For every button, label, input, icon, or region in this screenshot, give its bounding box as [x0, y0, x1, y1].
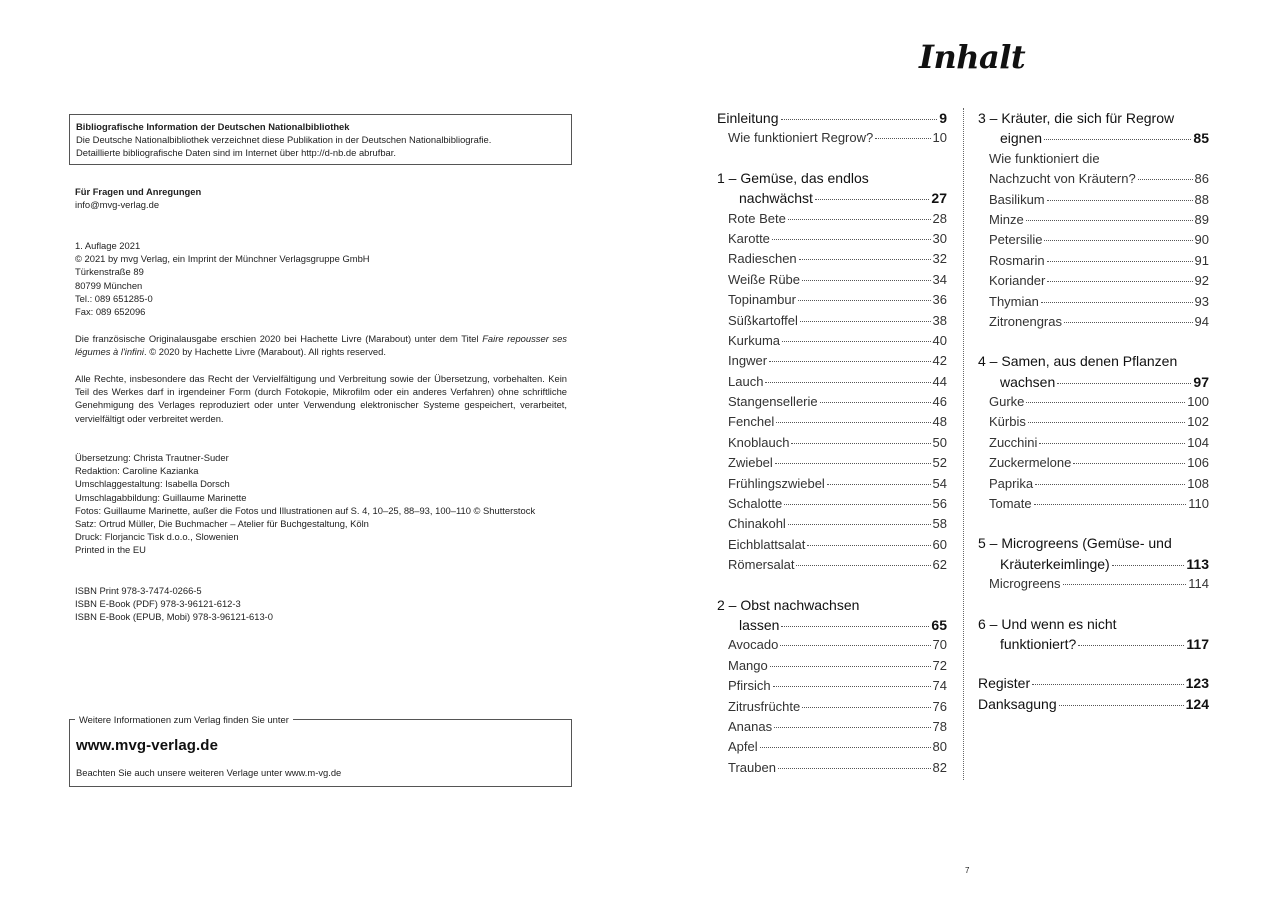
dot-leader — [815, 199, 929, 200]
toc-entry[interactable] — [978, 251, 1209, 271]
toc-page-number: 82 — [932, 759, 947, 775]
toc-chapter-entry[interactable] — [978, 614, 1209, 634]
toc-page-number: 108 — [1187, 475, 1209, 491]
dot-leader — [875, 138, 930, 139]
toc-chapter-entry[interactable] — [978, 673, 1209, 693]
toc-entry-label: wachsen — [1000, 373, 1056, 390]
toc-entry[interactable] — [717, 311, 947, 331]
dot-leader — [1026, 402, 1185, 403]
edition: 1. Auflage 2021 — [75, 240, 141, 251]
toc-spacer — [978, 654, 1209, 673]
toc-entry[interactable] — [978, 312, 1209, 332]
toc-page-number: 110 — [1188, 496, 1209, 512]
toc-entry-label: Mango — [728, 657, 768, 673]
toc-entry[interactable] — [717, 535, 947, 555]
toc-entry-label: Pfirsich — [728, 678, 771, 694]
dot-leader — [1059, 705, 1184, 706]
contents-page — [640, 0, 1280, 903]
dot-leader — [1044, 240, 1192, 241]
toc-entry[interactable] — [717, 635, 947, 655]
toc-page-number: 113 — [1186, 555, 1209, 572]
toc-entry-label: Microgreens — [989, 576, 1061, 592]
dot-leader — [1057, 383, 1191, 384]
toc-chapter-entry[interactable] — [978, 128, 1209, 148]
toc-entry-label: Römersalat — [728, 557, 795, 573]
original-edition-note — [75, 332, 567, 358]
toc-page-number: 10 — [932, 130, 947, 146]
toc-entry[interactable] — [717, 717, 947, 737]
dot-leader — [772, 239, 931, 240]
toc-entry[interactable] — [978, 190, 1209, 210]
toc-spacer — [717, 576, 947, 595]
dot-leader — [788, 524, 931, 525]
toc-page-number: 56 — [932, 496, 947, 512]
dot-leader — [827, 484, 931, 485]
toc-spacer — [978, 514, 1209, 533]
toc-page-number: 44 — [932, 373, 947, 389]
toc-chapter-entry[interactable] — [978, 108, 1209, 128]
toc-page-number: 92 — [1194, 273, 1209, 289]
credit-line: Druck: Florjancic Tisk d.o.o., Slowenien — [75, 531, 239, 543]
toc-entry-label: Zucchini — [989, 434, 1038, 450]
toc-page-number: 88 — [1194, 191, 1209, 207]
toc-entry-label: Karotte — [728, 230, 770, 246]
toc-entry[interactable] — [717, 555, 947, 575]
toc-column-right — [978, 108, 1209, 714]
toc-entry[interactable] — [978, 392, 1209, 412]
dot-leader — [1047, 261, 1193, 262]
dot-leader — [1078, 645, 1184, 646]
original-text-a: Die französische Originalausgabe erschien 2020 bei Hachette Livre (Marabout) unter dem Titel — [75, 333, 483, 344]
toc-page-number: 54 — [932, 475, 947, 491]
toc-page-number: 76 — [932, 698, 947, 714]
toc-page-number: 80 — [932, 739, 947, 755]
toc-entry-label: Trauben — [728, 759, 776, 775]
toc-entry[interactable] — [717, 758, 947, 778]
toc-page-number: 36 — [932, 292, 947, 308]
toc-entry-label: Zuckermelone — [989, 455, 1072, 471]
toc-page-number: 90 — [1194, 232, 1209, 248]
dot-leader — [1041, 302, 1193, 303]
toc-page-number: 42 — [932, 353, 947, 369]
toc-entry-label: Süßkartoffel — [728, 312, 798, 328]
toc-column-left — [717, 108, 947, 778]
publisher-url[interactable]: www.mvg-verlag.de — [76, 737, 219, 754]
toc-entry-label: Rote Bete — [728, 210, 786, 226]
fax: Fax: 089 652096 — [75, 306, 146, 318]
credit-line: Printed in the EU — [75, 544, 146, 556]
credit-line: Umschlaggestaltung: Isabella Dorsch — [75, 478, 230, 490]
dot-leader — [1112, 565, 1185, 566]
toc-page-number: 65 — [931, 616, 947, 633]
toc-spacer — [978, 332, 1209, 351]
toc-entry[interactable] — [978, 210, 1209, 230]
toc-entry-label: Eichblattsalat — [728, 536, 806, 552]
dot-leader — [802, 280, 931, 281]
toc-entry-label: Paprika — [989, 475, 1034, 491]
toc-entry-label: Register — [978, 675, 1031, 692]
toc-page-number: 106 — [1187, 455, 1209, 471]
copyright: © 2021 by mvg Verlag, ein Imprint der Münchner Verlagsgruppe GmbH — [75, 253, 370, 265]
toc-entry-label: Frühlingszwiebel — [728, 475, 825, 491]
toc-entry[interactable] — [717, 229, 947, 249]
publisher-address-block — [75, 239, 567, 318]
toc-entry[interactable] — [717, 514, 947, 534]
credits-block — [75, 451, 567, 557]
credit-line: Übersetzung: Christa Trautner-Suder — [75, 452, 229, 463]
isbn-block — [75, 584, 567, 624]
toc-spacer — [717, 149, 947, 168]
toc-page-number: 38 — [932, 312, 947, 328]
toc-entry-label: Danksagung — [978, 695, 1057, 712]
credit-line: Fotos: Guillaume Marinette, außer die Fotos und Illustrationen auf S. 4, 10–25, 88–93, 100–110 © Shutterstock — [75, 504, 536, 516]
toc-spacer — [978, 595, 1209, 614]
toc-entry-label: Gurke — [989, 394, 1025, 410]
toc-page-number: 52 — [932, 455, 947, 471]
dotted-divider — [963, 108, 964, 780]
dot-leader — [1035, 484, 1185, 485]
toc-entry[interactable] — [978, 149, 1209, 169]
original-text-b: . © 2020 by Hachette Livre (Marabout). All rights reserved. — [144, 346, 386, 358]
toc-entry[interactable] — [717, 453, 947, 473]
toc-chapter-entry[interactable] — [978, 533, 1209, 553]
dot-leader — [820, 402, 931, 403]
dot-leader — [802, 707, 930, 708]
toc-entry-label: Wie funktioniert die — [989, 150, 1100, 166]
toc-entry[interactable] — [717, 372, 947, 392]
dot-leader — [1073, 463, 1185, 464]
toc-page-number: 102 — [1187, 414, 1209, 430]
promo-note: Beachten Sie auch unsere weiteren Verlage unter www.m-vg.de — [76, 767, 342, 778]
toc-entry[interactable] — [717, 351, 947, 371]
toc-page-number: 85 — [1193, 130, 1209, 147]
toc-chapter-entry[interactable] — [978, 634, 1209, 654]
toc-page-number: 86 — [1194, 171, 1209, 187]
dot-leader — [775, 463, 931, 464]
toc-chapter-entry[interactable] — [978, 372, 1209, 392]
contents-title: Inhalt — [919, 38, 1026, 76]
toc-entry-label: 3 – Kräuter, die sich für Regrow — [978, 110, 1175, 126]
toc-entry-label: 2 – Obst nachwachsen — [717, 596, 860, 613]
dot-leader — [799, 259, 931, 260]
dot-leader — [1032, 684, 1184, 685]
toc-page-number: 28 — [932, 210, 947, 226]
toc-entry-label: 1 – Gemüse, das endlos — [717, 169, 869, 186]
dot-leader — [781, 626, 929, 627]
toc-entry[interactable] — [978, 474, 1209, 494]
toc-entry[interactable] — [717, 656, 947, 676]
publisher-info-box — [69, 714, 572, 787]
toc-page-number: 46 — [932, 394, 947, 410]
toc-page-number: 32 — [932, 251, 947, 267]
toc-entry-label: Basilikum — [989, 191, 1045, 207]
dot-leader — [778, 768, 931, 769]
toc-chapter-entry[interactable] — [717, 108, 947, 128]
dot-leader — [781, 119, 938, 120]
toc-page-number: 104 — [1187, 434, 1209, 450]
toc-entry[interactable] — [978, 412, 1209, 432]
toc-page-number: 72 — [932, 657, 947, 673]
toc-entry-label: Ananas — [728, 718, 773, 734]
dot-leader — [788, 219, 931, 220]
toc-entry[interactable] — [978, 574, 1209, 594]
toc-page-number: 74 — [932, 678, 947, 694]
credit-line: Umschlagabbildung: Guillaume Marinette — [75, 491, 247, 503]
toc-entry[interactable] — [978, 292, 1209, 312]
isbn-line: ISBN Print 978-3-7474-0266-5 — [75, 585, 202, 596]
toc-page-number: 97 — [1193, 373, 1209, 390]
toc-entry[interactable] — [717, 494, 947, 514]
toc-entry-label: Tomate — [989, 496, 1032, 512]
toc-page-number: 100 — [1187, 394, 1209, 410]
page-number: 7 — [965, 866, 970, 875]
dot-leader — [782, 341, 931, 342]
original-title: Faire repousser ses légumes à l'infini — [75, 333, 567, 358]
bibliographic-info-box — [69, 114, 572, 165]
contact-email: info@mvg-verlag.de — [75, 199, 160, 211]
dot-leader — [1064, 322, 1193, 323]
dot-leader — [796, 565, 930, 566]
toc-entry[interactable] — [978, 169, 1209, 189]
toc-chapter-entry[interactable] — [978, 694, 1209, 714]
toc-page-number: 91 — [1194, 252, 1209, 268]
biblio-line: Detaillierte bibliografische Daten sind im Internet über http://d-nb.de abrufbar. — [76, 147, 396, 158]
toc-page-number: 48 — [932, 414, 947, 430]
toc-page-number: 30 — [932, 230, 947, 246]
toc-entry-label: Chinakohl — [728, 516, 786, 532]
toc-entry-label: Zwiebel — [728, 455, 773, 471]
toc-entry-label: 4 – Samen, aus denen Pflanzen — [978, 353, 1178, 370]
toc-entry[interactable] — [978, 433, 1209, 453]
dot-leader — [1047, 200, 1193, 201]
toc-entry-label: Kräuterkeimlinge) — [1000, 555, 1110, 572]
toc-page-number: 70 — [932, 637, 947, 653]
rights-notice: Alle Rechte, insbesondere das Recht der Vervielfältigung und Verbreitung sowie der Übersetzung, vorbehalten. Kein Teil des Werkes darf in irgendeiner Form (durch Fotokopie, Mikrofilm oder ein anderes Verfahren) ohne schriftliche Genehmigung des Verlages reproduziert oder unter Verwendung elektronischer Systeme gespeichert, verarbeitet, vervielfältigt oder verbreitet werden. — [75, 373, 567, 424]
toc-entry-label: Stangensellerie — [728, 394, 818, 410]
toc-entry-label: eignen — [1000, 130, 1043, 147]
toc-page-number: 114 — [1188, 576, 1209, 592]
dot-leader — [1026, 220, 1193, 221]
toc-entry[interactable] — [717, 737, 947, 757]
dot-leader — [1028, 422, 1185, 423]
dot-leader — [807, 545, 930, 546]
toc-entry-label: Topinambur — [728, 292, 796, 308]
toc-entry-label: funktioniert? — [1000, 635, 1077, 652]
toc-page-number: 34 — [932, 271, 947, 287]
toc-entry-label: Thymian — [989, 293, 1039, 309]
toc-entry[interactable] — [978, 230, 1209, 250]
dot-leader — [780, 645, 930, 646]
toc-entry[interactable] — [717, 697, 947, 717]
toc-entry[interactable] — [717, 209, 947, 229]
toc-page-number: 89 — [1194, 211, 1209, 227]
toc-page-number: 9 — [939, 110, 947, 126]
toc-page-number: 58 — [932, 516, 947, 532]
toc-entry-label: Zitronengras — [989, 313, 1062, 329]
toc-entry[interactable] — [717, 290, 947, 310]
dot-leader — [798, 300, 931, 301]
toc-page-number: 94 — [1194, 313, 1209, 329]
toc-page-number: 62 — [932, 557, 947, 573]
toc-entry-label: Rosmarin — [989, 252, 1045, 268]
dot-leader — [774, 727, 930, 728]
toc-entry-label: Apfel — [728, 739, 758, 755]
toc-page-number: 27 — [931, 190, 947, 207]
toc-chapter-entry[interactable] — [978, 351, 1209, 371]
dot-leader — [769, 361, 931, 362]
toc-entry-label: 6 – Und wenn es nicht — [978, 615, 1117, 632]
telephone: Tel.: 089 651285-0 — [75, 292, 153, 304]
toc-entry-label: Lauch — [728, 373, 764, 389]
toc-entry[interactable] — [978, 494, 1209, 514]
toc-chapter-entry[interactable] — [717, 615, 947, 635]
toc-entry-label: 5 – Microgreens (Gemüse- und — [978, 535, 1172, 552]
toc-page-number: 117 — [1186, 635, 1209, 652]
toc-entry[interactable] — [717, 128, 947, 148]
toc-entry[interactable] — [978, 453, 1209, 473]
toc-entry-label: Nachzucht von Kräutern? — [989, 171, 1136, 187]
toc-page-number: 40 — [932, 332, 947, 348]
dot-leader — [765, 382, 930, 383]
dot-leader — [1138, 179, 1193, 180]
toc-entry-label: Kurkuma — [728, 332, 781, 348]
toc-entry-label: lassen — [739, 616, 780, 633]
toc-entry-label: Zitrusfrüchte — [728, 698, 801, 714]
toc-entry-label: Koriander — [989, 273, 1046, 289]
isbn-line: ISBN E-Book (EPUB, Mobi) 978-3-96121-613-0 — [75, 611, 274, 623]
dot-leader — [1039, 443, 1185, 444]
toc-page-number: 123 — [1185, 675, 1209, 692]
toc-entry-label: Fenchel — [728, 414, 775, 430]
credit-line: Redaktion: Caroline Kazianka — [75, 465, 199, 477]
toc-entry[interactable] — [717, 392, 947, 412]
dot-leader — [760, 747, 931, 748]
toc-chapter-entry[interactable] — [717, 188, 947, 208]
toc-chapter-entry[interactable] — [978, 554, 1209, 574]
dot-leader — [800, 321, 931, 322]
toc-entry[interactable] — [717, 249, 947, 269]
toc-entry-label: Weiße Rübe — [728, 271, 801, 287]
toc-page-number: 78 — [932, 718, 947, 734]
street: Türkenstraße 89 — [75, 266, 144, 278]
toc-entry-label: Ingwer — [728, 353, 768, 369]
isbn-line: ISBN E-Book (PDF) 978-3-96121-612-3 — [75, 598, 241, 610]
toc-entry[interactable] — [717, 676, 947, 696]
toc-entry-label: nachwächst — [739, 190, 813, 207]
toc-page-number: 50 — [932, 434, 947, 450]
toc-entry-label: Radieschen — [728, 251, 797, 267]
toc-entry[interactable] — [717, 412, 947, 432]
toc-entry-label: Wie funktioniert Regrow? — [728, 130, 874, 146]
toc-entry[interactable] — [978, 271, 1209, 291]
toc-entry[interactable] — [717, 433, 947, 453]
dot-leader — [1047, 281, 1192, 282]
dot-leader — [791, 443, 930, 444]
promo-legend: Weitere Informationen zum Verlag finden Sie unter — [75, 713, 293, 726]
dot-leader — [1063, 584, 1187, 585]
toc-entry-label: Kürbis — [989, 414, 1026, 430]
toc-entry[interactable] — [717, 331, 947, 351]
toc-entry-label: Knoblauch — [728, 434, 790, 450]
toc-entry[interactable] — [717, 474, 947, 494]
toc-page-number: 93 — [1194, 293, 1209, 309]
contact-heading: Für Fragen und Anregungen — [75, 186, 202, 197]
dot-leader — [776, 422, 930, 423]
toc-entry-label: Avocado — [728, 637, 779, 653]
toc-entry-label: Minze — [989, 211, 1024, 227]
credit-line: Satz: Ortrud Müller, Die Buchmacher – Atelier für Buchgestaltung, Köln — [75, 518, 369, 530]
biblio-line: Die Deutsche Nationalbibliothek verzeichnet diese Publikation in der Deutschen Nationalbibliografie. — [76, 134, 492, 145]
dot-leader — [773, 686, 931, 687]
toc-page-number: 60 — [932, 536, 947, 552]
toc-entry-label: Einleitung — [717, 110, 779, 126]
contact-block — [75, 185, 567, 211]
toc-chapter-entry[interactable] — [717, 595, 947, 615]
dot-leader — [1034, 504, 1187, 505]
dot-leader — [784, 504, 930, 505]
dot-leader — [1044, 139, 1191, 140]
city: 80799 München — [75, 279, 143, 291]
toc-entry-label: Petersilie — [989, 232, 1043, 248]
toc-chapter-entry[interactable] — [717, 168, 947, 188]
biblio-heading: Bibliografische Information der Deutschen Nationalbibliothek — [76, 121, 350, 132]
dot-leader — [770, 666, 931, 667]
toc-entry-label: Schalotte — [728, 496, 783, 512]
toc-page-number: 124 — [1185, 695, 1209, 712]
toc-entry[interactable] — [717, 270, 947, 290]
